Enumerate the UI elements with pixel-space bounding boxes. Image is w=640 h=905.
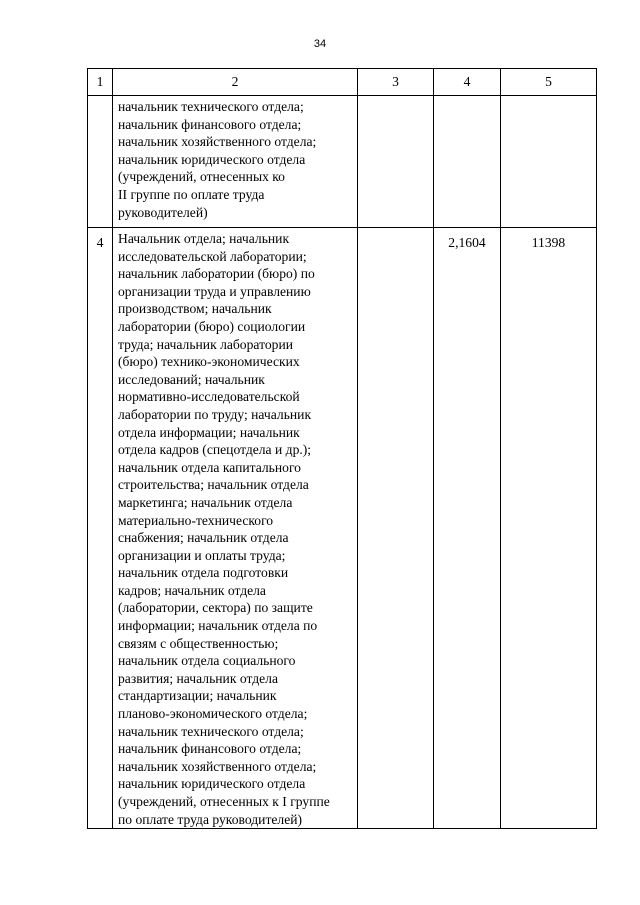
text-line: стандартизации; начальник [118, 688, 277, 704]
text-line: начальник отдела социального [118, 653, 296, 669]
text-line: организации и оплаты труда; [118, 547, 286, 563]
salary-value: 11398 [531, 235, 566, 250]
text-line: организации труда и управлению [118, 283, 311, 299]
position-title-cell [113, 96, 358, 228]
text-line: (лаборатории, сектора) по защите [118, 600, 313, 616]
text-line: отдела информации; начальник [118, 424, 300, 440]
text-line: (учреждений, отнесенных к I группе [118, 794, 330, 809]
col3-value [358, 228, 433, 234]
text-line: исследований; начальник [118, 371, 265, 387]
text-line: начальник финансового отдела; [118, 741, 302, 757]
header-col-4: 4 [434, 69, 501, 96]
text-line: информации; начальник отдела по [118, 618, 318, 634]
text-line: начальник отдела капитального [118, 459, 301, 475]
text-line: по оплате труда руководителей) [118, 811, 303, 827]
text-line: исследовательской лаборатории; [118, 248, 307, 264]
text-line: труда; начальник лаборатории [118, 336, 293, 352]
text-line: (бюро) технико-экономических [118, 354, 300, 370]
salary-table [87, 68, 597, 829]
position-title-cell [113, 228, 358, 829]
text-line: отдела кадров (спецотдела и др.); [118, 442, 312, 458]
col3-value [358, 96, 433, 102]
text-line: планово-экономического отдела; [118, 706, 308, 722]
position-title [113, 96, 357, 221]
coefficient-cell [434, 96, 501, 228]
col3-cell [358, 96, 434, 228]
text-line: нормативно-исследовательской [118, 389, 300, 405]
coefficient-value: 2,1604 [448, 235, 486, 250]
header-col-3: 3 [358, 69, 434, 96]
table-row [88, 96, 597, 228]
text-line: лаборатории по труду; начальник [118, 406, 312, 422]
text-line: начальник отдела подготовки [118, 565, 289, 581]
text-line: II группе по оплате труда [118, 186, 265, 202]
salary-cell [501, 96, 597, 228]
text-line: начальник технического отдела; [118, 723, 304, 739]
page-number: 34 [313, 38, 327, 50]
salary-value [501, 96, 596, 102]
text-line: производством; начальник [118, 301, 272, 317]
header-row [88, 69, 597, 96]
text-line: начальник хозяйственного отдела; [118, 134, 317, 150]
table-row [88, 228, 597, 829]
text-line: начальник юридического отдела [118, 776, 306, 792]
position-title [113, 228, 357, 828]
coefficient-value [434, 96, 500, 102]
text-line: связям с общественностью; [118, 635, 279, 651]
col3-cell [358, 228, 434, 829]
row-index-cell [88, 96, 113, 228]
text-line: развития; начальник отдела [118, 670, 278, 686]
text-line: начальник юридического отдела [118, 151, 306, 167]
text-line: снабжения; начальник отдела [118, 530, 289, 546]
text-line: начальник лаборатории (бюро) по [118, 266, 315, 282]
row-index [88, 96, 112, 102]
row-index: 4 [96, 235, 104, 250]
text-line: маркетинга; начальник отдела [118, 494, 293, 510]
header-col-2: 2 [113, 69, 358, 96]
text-line: лаборатории (бюро) социологии [118, 318, 306, 334]
text-line: начальник финансового отдела; [118, 116, 302, 132]
header-col-5: 5 [501, 69, 597, 96]
text-line: Начальник отдела; начальник [118, 231, 290, 246]
text-line: строительства; начальник отдела [118, 477, 309, 493]
text-line: начальник технического отдела; [118, 99, 304, 114]
text-line: кадров; начальник отдела [118, 582, 266, 598]
text-line: (учреждений, отнесенных ко [118, 169, 285, 185]
salary-cell [501, 228, 597, 829]
header-col-1: 1 [88, 69, 113, 96]
coefficient-cell [434, 228, 501, 829]
text-line: руководителей) [118, 204, 208, 220]
text-line: начальник хозяйственного отдела; [118, 758, 317, 774]
text-line: материально-технического [118, 512, 274, 528]
row-index-cell [88, 228, 113, 829]
